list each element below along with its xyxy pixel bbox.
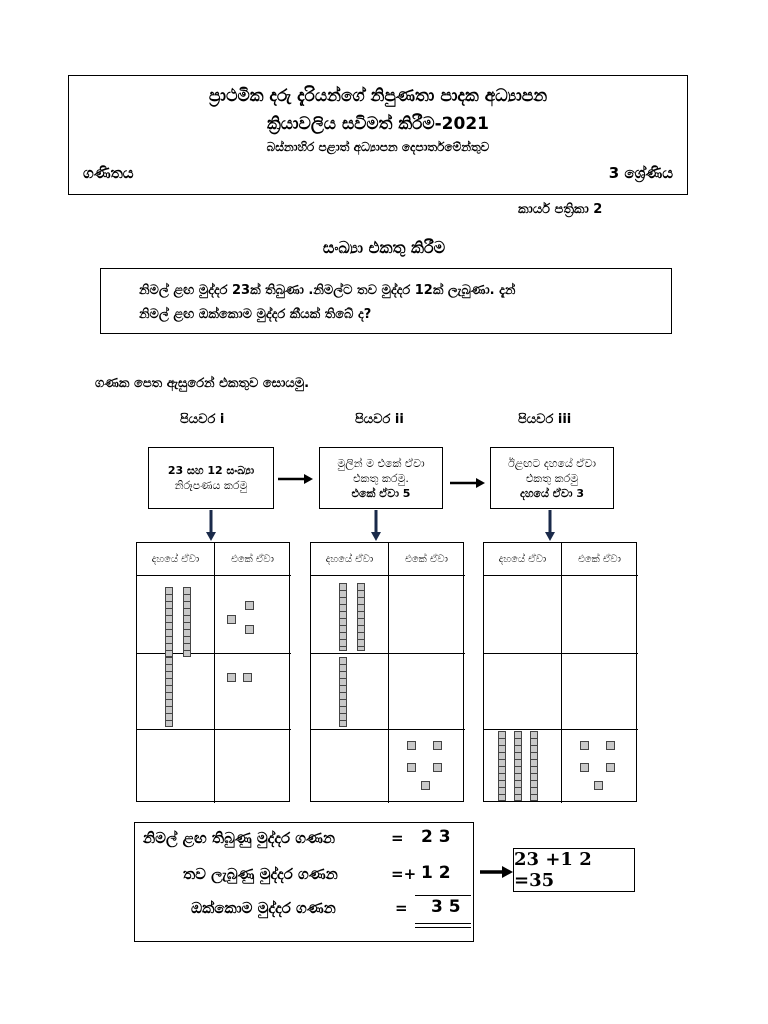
unit-cube — [594, 781, 603, 790]
sum-underline — [415, 895, 471, 896]
ten-rod — [357, 583, 365, 651]
step-3-text3: දහයේ ඒවා 3 — [520, 486, 584, 500]
step-box-3 — [490, 447, 614, 509]
header-title-line1: ප්‍රාථමික දරු දැරියන්ගේ නිපුණතා පාදක අධ්‍යාපන — [208, 86, 548, 106]
step-1-text1: 23 සහ 12 සංඛ්‍යා — [167, 464, 255, 477]
table-1-tens-header: දහයේ ඒවා — [151, 553, 200, 565]
unit-cube — [407, 763, 416, 772]
unit-cube — [243, 673, 252, 682]
table-1-ones-header: එකේ ඒවා — [231, 553, 274, 565]
table-2-ones-header: එකේ ඒවා — [405, 553, 448, 565]
summary-row2-op: =+ — [391, 865, 417, 883]
step-label-2: පියවර ii — [355, 412, 404, 427]
step-2-text1: මුලින් ම එකේ ඒවා — [337, 456, 425, 470]
unit-cube — [245, 625, 254, 634]
step-label-3: පියවර iii — [518, 412, 572, 427]
ten-rod — [165, 587, 173, 657]
step-box-2 — [319, 447, 443, 509]
table-3-tens-header: දහයේ ඒවා — [498, 553, 547, 565]
place-value-table-3 — [483, 542, 637, 802]
ten-rod — [339, 657, 347, 727]
ten-rod — [183, 587, 191, 657]
arrow-right-2-icon — [450, 474, 486, 493]
ten-rod — [514, 731, 522, 801]
ten-rod — [498, 731, 506, 801]
header-department: බස්නාහිර පළාත් අධ්‍යාපන දෙපාර්තමේන්තුව — [266, 140, 490, 154]
unit-cube — [606, 741, 615, 750]
problem-line2: නිමල් ළඟ ඔක්කොම මුද්දර කීයක් තිබේ ද? — [139, 307, 372, 322]
step-label-1: පියවර i — [180, 412, 225, 427]
summary-row1-op: = — [391, 829, 404, 847]
arrow-right-1-icon — [278, 470, 314, 489]
step-2-text2: එකතු කරමු. — [353, 471, 409, 485]
unit-cube — [580, 763, 589, 772]
page-title: සංඛ්‍යා එකතු කිරීම — [322, 238, 446, 257]
result-equation: 23 +1 2 =35 — [514, 849, 592, 891]
result-box — [513, 848, 635, 892]
summary-row2-label: තව ලැබුණු මුද්දර ගණන — [183, 865, 338, 883]
unit-cube — [245, 601, 254, 610]
instruction-text: ගණක පෙත ඇසුරෙන් එකතුව සොයමු. — [95, 376, 310, 391]
step-2-text3: එකේ ඒවා 5 — [351, 486, 411, 500]
header-grade: 3 ශ්‍රේණිය — [608, 164, 673, 182]
arrow-to-result-icon — [480, 864, 514, 883]
place-value-table-1 — [136, 542, 290, 802]
unit-cube — [421, 781, 430, 790]
worksheet-label: කාර්ය පත්‍රිකා 2 — [518, 202, 603, 217]
place-value-table-2 — [310, 542, 464, 802]
step-3-text2: එකතු කරමු — [525, 471, 579, 485]
header-title-line2: ක්‍රියාවලිය සවිමත් කිරීම-2021 — [266, 114, 489, 134]
summary-row1-label: නිමල් ළඟ තිබුණු මුද්දර ගණන — [143, 829, 336, 847]
arrow-down-1-icon — [205, 510, 217, 546]
arrow-down-3-icon — [544, 510, 556, 546]
unit-cube — [407, 741, 416, 750]
summary-row1-value: 2 3 — [421, 827, 451, 847]
unit-cube — [606, 763, 615, 772]
summary-row3-value: 3 5 — [431, 897, 461, 917]
problem-line1: නිමල් ළඟ මුද්දර 23ක් තිබුණා .නිමල්ට තව මුද්දර 12ක් ලැබුණා. දැන් — [139, 283, 516, 298]
unit-cube — [433, 741, 442, 750]
unit-cube — [580, 741, 589, 750]
sum-double-underline-1 — [415, 923, 471, 924]
summary-box — [134, 822, 474, 942]
summary-row3-label: ඔක්කොම මුද්දර ගණන — [191, 899, 336, 917]
arrow-down-2-icon — [370, 510, 382, 546]
step-1-text2: නිරූපණය කරමු — [174, 479, 248, 492]
unit-cube — [227, 673, 236, 682]
header-box — [68, 75, 688, 195]
header-subject: ගණිතය — [83, 164, 134, 182]
problem-box — [100, 268, 672, 334]
table-2-tens-header: දහයේ ඒවා — [325, 553, 374, 565]
summary-row3-op: = — [395, 899, 408, 917]
step-3-text1: ඊළඟට දහයේ ඒවා — [508, 456, 596, 470]
unit-cube — [227, 615, 236, 624]
sum-double-underline-2 — [415, 927, 471, 928]
table-3-ones-header: එකේ ඒවා — [578, 553, 621, 565]
unit-cube — [433, 763, 442, 772]
ten-rod — [165, 657, 173, 727]
ten-rod — [339, 583, 347, 651]
step-box-1 — [148, 447, 274, 509]
summary-row2-value: 1 2 — [421, 863, 451, 883]
ten-rod — [530, 731, 538, 801]
